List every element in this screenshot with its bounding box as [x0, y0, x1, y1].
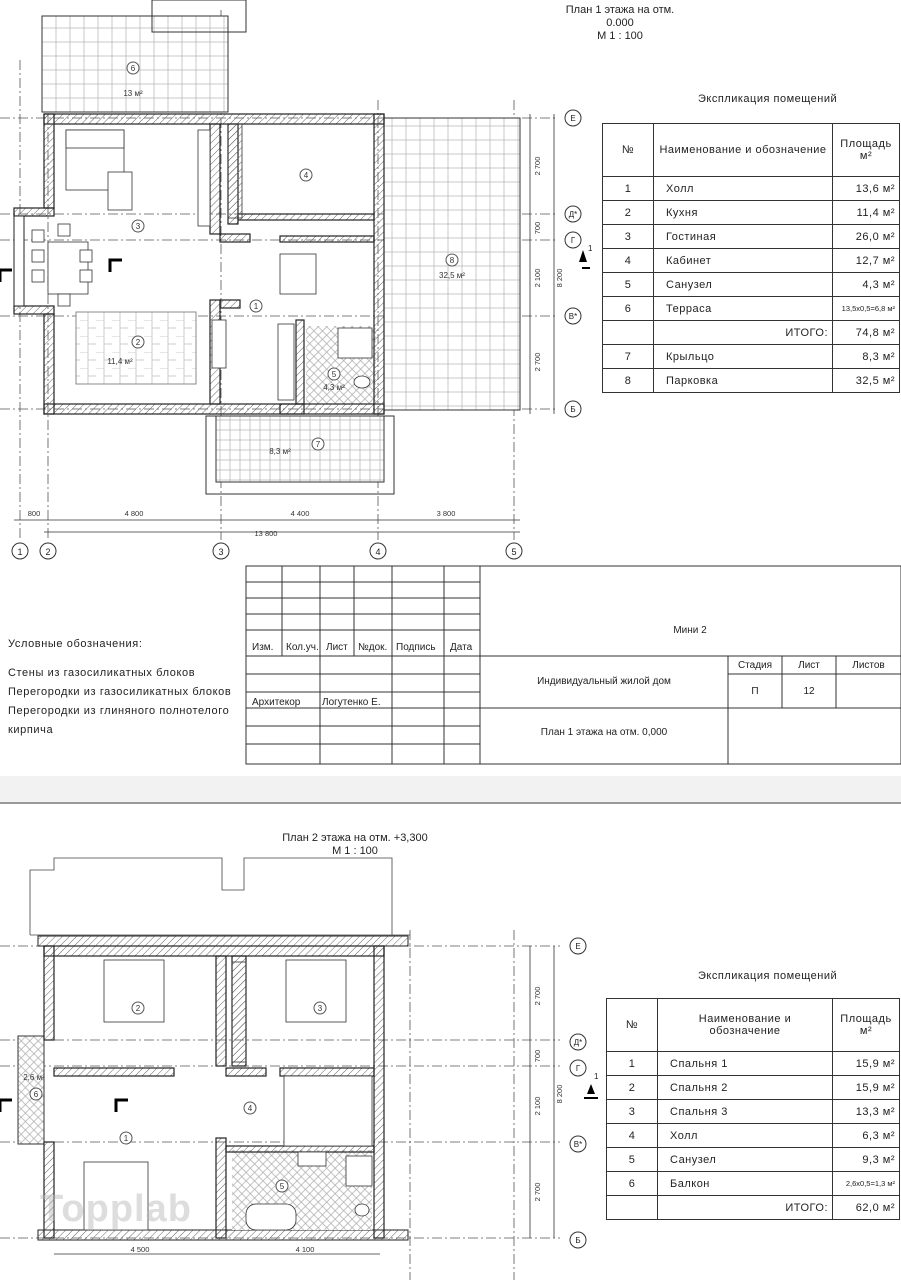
dim-r4: 2 700 [533, 352, 542, 372]
axis2-d: Д* [573, 1038, 583, 1047]
stamp-sheets-label: Листов [852, 660, 885, 671]
legend-title: Условные обозначения: [8, 638, 143, 650]
dim2-r4: 2 700 [533, 1182, 542, 1202]
room-7-area: 8,3 м² [269, 447, 291, 456]
dim2-r3: 2 100 [533, 1096, 542, 1116]
stamp-col: Изм. [252, 642, 274, 653]
room-7-number: 7 [315, 440, 321, 449]
room2-4-number: 4 [247, 1104, 253, 1113]
dim-1: 800 [27, 509, 41, 518]
dim-3: 4 400 [290, 509, 310, 518]
expl2-title: Экспликация помещений [698, 970, 838, 982]
plan2-eave [38, 936, 408, 946]
axis2-v: В* [573, 1140, 583, 1149]
plan1-dimension-texts [28, 509, 456, 538]
room-5-number: 5 [331, 370, 337, 379]
room2-2-number: 2 [135, 1004, 141, 1013]
table-row: 1 Холл 13,6 м² [603, 177, 900, 201]
room-8-area: 32,5 м² [439, 271, 465, 280]
expl1-head-row [603, 124, 900, 177]
legend-item: Стены из газосиликатных блоков [8, 667, 196, 679]
axis-v: В* [568, 312, 578, 321]
stamp-stage-label: Стадия [737, 660, 773, 671]
plan2-axis-bubbles [570, 938, 586, 1248]
plan2-scale: М 1 : 100 [332, 845, 378, 857]
dim2-r2: 700 [533, 1049, 542, 1063]
expl2-total-row: ИТОГО: 62,0 м² [607, 1196, 900, 1220]
axis2-g: Г [575, 1064, 581, 1073]
stamp-object: Индивидуальный жилой дом [537, 676, 671, 687]
dim-r3: 2 100 [533, 268, 542, 288]
room-6-area: 13 м² [123, 89, 143, 98]
room-3-number: 3 [135, 222, 141, 231]
axis2-e: Е [575, 942, 581, 951]
legend [8, 635, 231, 740]
room-5-area: 4,3 м² [323, 383, 345, 392]
plan1-axis-bubbles [12, 543, 522, 559]
expl2-head-num: № [607, 999, 658, 1052]
watermark: Topplab [40, 1188, 192, 1230]
stamp-sheet-title: План 1 этажа на отм. 0,000 [540, 727, 668, 738]
expl1-head-area: Площадь м² [833, 124, 900, 177]
sheet-separator [0, 776, 901, 802]
dim-r1: 2 700 [533, 156, 542, 176]
axis2-b: Б [575, 1236, 581, 1245]
stamp-col: Подпись [396, 642, 436, 653]
stamp-col: Лист [326, 642, 348, 653]
stamp-architect-role: Архитекор [252, 697, 301, 708]
dim-total: 13 800 [254, 529, 278, 538]
stamp-col: №док. [358, 642, 388, 653]
plan1-title-block [560, 4, 680, 43]
room2-6-number: 6 [33, 1090, 39, 1099]
table-row: 3 Спальня 3 13,3 м² [607, 1100, 900, 1124]
room-8-number: 8 [449, 256, 455, 265]
expl2-head-row [607, 999, 900, 1052]
expl1-total-row: ИТОГО: 74,8 м² [603, 321, 900, 345]
table-row: 2 Кухня 11,4 м² [603, 201, 900, 225]
table-row: 8 Парковка 32,5 м² [603, 369, 900, 393]
expl2-table [606, 998, 900, 1220]
stamp-col-headers [252, 642, 482, 653]
plan1-drawing [0, 0, 564, 570]
stamp-project: Мини 2 [673, 625, 707, 636]
expl1-head-name: Наименование и обозначение [654, 124, 833, 177]
room-4-number: 4 [303, 171, 309, 180]
sheet-separator-line [0, 802, 901, 804]
axis-e: Е [570, 114, 576, 123]
table-row: 7 Крыльцо 8,3 м² [603, 345, 900, 369]
room-6-number: 6 [130, 64, 136, 73]
axis-2: 2 [45, 547, 51, 557]
table-row: 3 Гостиная 26,0 м² [603, 225, 900, 249]
porch-area [216, 416, 384, 482]
table-row: 1 Спальня 1 15,9 м² [607, 1052, 900, 1076]
dim-4: 3 800 [436, 509, 456, 518]
plan1-title: План 1 этажа на отм. 0.000 [565, 4, 675, 29]
legend-item: кирпича [8, 724, 54, 736]
dim2-1: 4 500 [130, 1245, 150, 1254]
axis-d: Д* [568, 210, 578, 219]
axis-4: 4 [375, 547, 381, 557]
axis-1: 1 [17, 547, 23, 557]
table-row: 5 Санузел 9,3 м² [607, 1148, 900, 1172]
bay-window [14, 216, 24, 306]
axis-5: 5 [511, 547, 517, 557]
plan1-axis-v-bubbles [556, 104, 596, 424]
stamp-architect-name: Логутенко Е. [322, 697, 381, 708]
dim-r-total: 8 200 [555, 268, 564, 288]
axis-g: Г [570, 236, 576, 245]
room2-5-number: 5 [279, 1182, 285, 1191]
legend-item: Перегородки из глиняного полнотелого [8, 705, 230, 717]
axis-3: 3 [218, 547, 224, 557]
stamp-stage: П [751, 686, 759, 697]
table-row: 6 Терраса 13,5х0,5=6,8 м² [603, 297, 900, 321]
stamp-col: Кол.уч. [286, 642, 319, 653]
plan1-scale: М 1 : 100 [597, 30, 643, 42]
room2-1-number: 1 [123, 1134, 129, 1143]
stamp-col: Дата [450, 642, 473, 653]
room2-3-number: 3 [317, 1004, 323, 1013]
dim2-r1: 2 700 [533, 986, 542, 1006]
expl2-head-name: Наименование и обозначение [658, 999, 833, 1052]
room2-6-area: 2,6 м² [23, 1073, 45, 1082]
table-row: 5 Санузел 4,3 м² [603, 273, 900, 297]
plan1-section-label: 1 [588, 244, 593, 253]
expl1-title: Экспликация помещений [698, 93, 838, 105]
legend-item: Перегородки из газосиликатных блоков [8, 686, 232, 698]
room-2-area: 11,4 м² [107, 357, 133, 366]
axis-b: Б [570, 405, 576, 414]
stamp-sheet: 12 [803, 686, 815, 697]
dim-2: 4 800 [124, 509, 144, 518]
dim2-2: 4 100 [295, 1245, 315, 1254]
dim-r2: 700 [533, 221, 542, 235]
table-row: 2 Спальня 2 15,9 м² [607, 1076, 900, 1100]
table-row: 4 Холл 6,3 м² [607, 1124, 900, 1148]
expl2-head-area: Площадь м² [833, 999, 900, 1052]
expl1-head-num: № [603, 124, 654, 177]
table-row: 4 Кабинет 12,7 м² [603, 249, 900, 273]
expl1-table [602, 123, 900, 393]
dim2-r-total: 8 200 [555, 1084, 564, 1104]
room-1-number: 1 [253, 302, 259, 311]
table-row: 6 Балкон 2,6х0,5=1,3 м² [607, 1172, 900, 1196]
plan2-title: План 2 этажа на отм. +3,300 [282, 832, 428, 844]
room-2-number: 2 [135, 338, 141, 347]
plan2-section-mark [584, 1084, 598, 1098]
stamp-sheet-label: Лист [798, 660, 820, 671]
plan2-roof-outline [30, 858, 410, 935]
plan2-section-label: 1 [594, 1072, 599, 1081]
